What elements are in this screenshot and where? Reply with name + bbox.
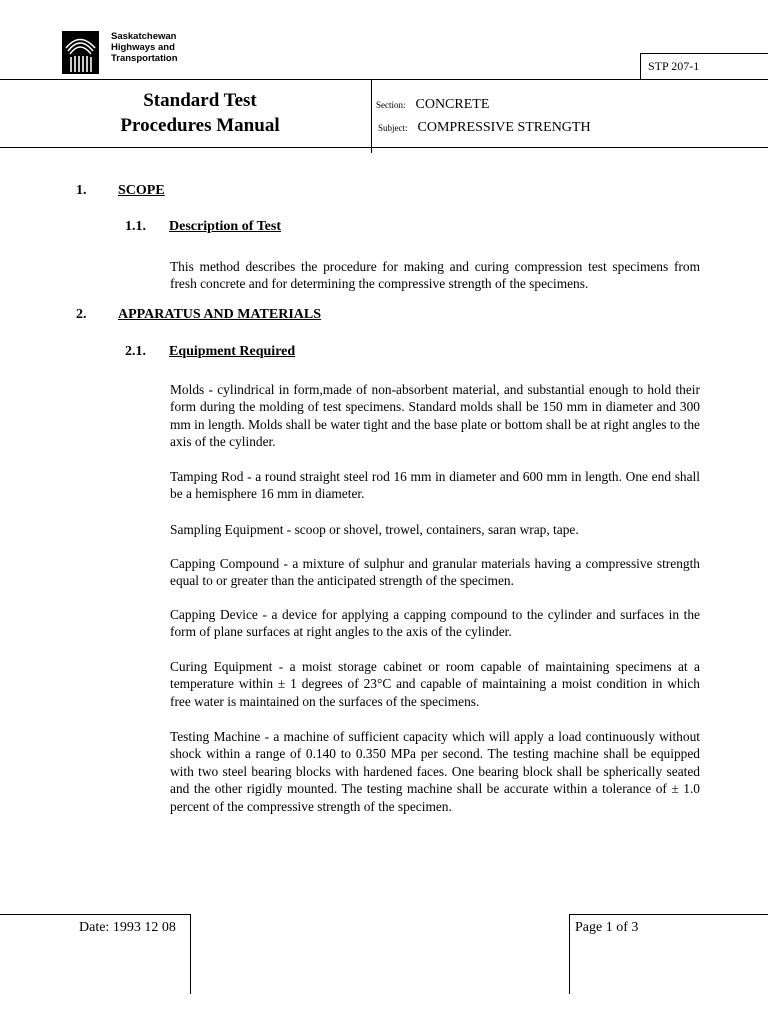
footer-date: Date: 1993 12 08 bbox=[79, 920, 176, 935]
subject-value: COMPRESSIVE STRENGTH bbox=[417, 120, 591, 135]
divider bbox=[640, 53, 641, 79]
org-line: Transportation bbox=[111, 53, 178, 64]
header-divider bbox=[371, 79, 372, 153]
paragraph: Curing Equipment - a moist storage cabinet or room capable of maintaining specimens at a temperature within ± 1 degrees of 23°C and capable of maintaining a moist condition in which free water is maintained on the surfaces of the specimens. bbox=[170, 659, 700, 709]
organization-name bbox=[111, 31, 178, 64]
paragraph: Capping Compound - a mixture of sulphur and granular materials having a compressive strength equal to or greater than the anticipated strength of the specimen. bbox=[170, 556, 700, 589]
subject-label: Subject: bbox=[378, 123, 408, 133]
footer-page-number: Page 1 of 3 bbox=[575, 920, 639, 935]
subject-field bbox=[378, 118, 591, 136]
section-number: 2. bbox=[76, 307, 87, 322]
agency-logo bbox=[62, 31, 99, 74]
paragraph: Sampling Equipment - scoop or shovel, trowel, containers, saran wrap, tape. bbox=[170, 522, 579, 537]
section-title: APPARATUS AND MATERIALS bbox=[118, 307, 322, 322]
footer-rule bbox=[0, 914, 190, 915]
footer-rule bbox=[569, 914, 768, 915]
document-number: STP 207-1 bbox=[648, 59, 700, 73]
section-number: 1. bbox=[76, 183, 87, 198]
section-title: SCOPE bbox=[118, 183, 165, 198]
title-line: Standard Test bbox=[143, 90, 257, 111]
paragraph: Molds - cylindrical in form,made of non-absorbent material, and substantial enough to hold their form during the molding of test specimens. Standard molds shall be 150 mm in diameter and 300 mm in length. Molds shall be water tight and the base plate or bottom shall be at right angles to the axis of the cylinder. bbox=[170, 382, 700, 450]
subsection-number: 2.1. bbox=[125, 344, 146, 359]
subsection-title: Equipment Required bbox=[169, 344, 296, 359]
paragraph: Tamping Rod - a round straight steel rod 16 mm in diameter and 600 mm in length. One end shall be a hemisphere 16 mm in diameter. bbox=[170, 469, 700, 502]
header-bottom-rule bbox=[0, 147, 768, 148]
title-line: Procedures Manual bbox=[120, 115, 280, 136]
manual-title bbox=[100, 88, 300, 138]
section-field bbox=[376, 95, 489, 113]
paragraph: Capping Device - a device for applying a capping compound to the cylinder and surfaces in the form of plane surfaces at right angles to the axis of the cylinder. bbox=[170, 607, 700, 640]
paragraph: Testing Machine - a machine of sufficient capacity which will apply a load continuously without shock within a range of 0.140 to 0.350 MPa per second. The testing machine shall be equipped with two steel bearing blocks with hardened faces. One bearing block shall be spherically seated and the other rigidly mounted. The testing machine shall be accurate within a tolerance of ± 1.0 percent of the compressive strength of the specimen. bbox=[170, 729, 700, 814]
paragraph: This method describes the procedure for making and curing compression test specimens from fresh concrete and for determining the compressive strength of the specimens. bbox=[170, 259, 700, 292]
section-label: Section: bbox=[376, 100, 406, 110]
wheat-sheaf-icon bbox=[62, 31, 99, 74]
divider bbox=[640, 53, 768, 54]
footer-divider bbox=[569, 914, 570, 994]
header-top-rule bbox=[0, 79, 768, 80]
subsection-number: 1.1. bbox=[125, 219, 146, 234]
org-line: Saskatchewan bbox=[111, 31, 177, 42]
subsection-title: Description of Test bbox=[169, 219, 281, 234]
footer-divider bbox=[190, 914, 191, 994]
section-value: CONCRETE bbox=[415, 97, 490, 112]
org-line: Highways and bbox=[111, 42, 175, 53]
